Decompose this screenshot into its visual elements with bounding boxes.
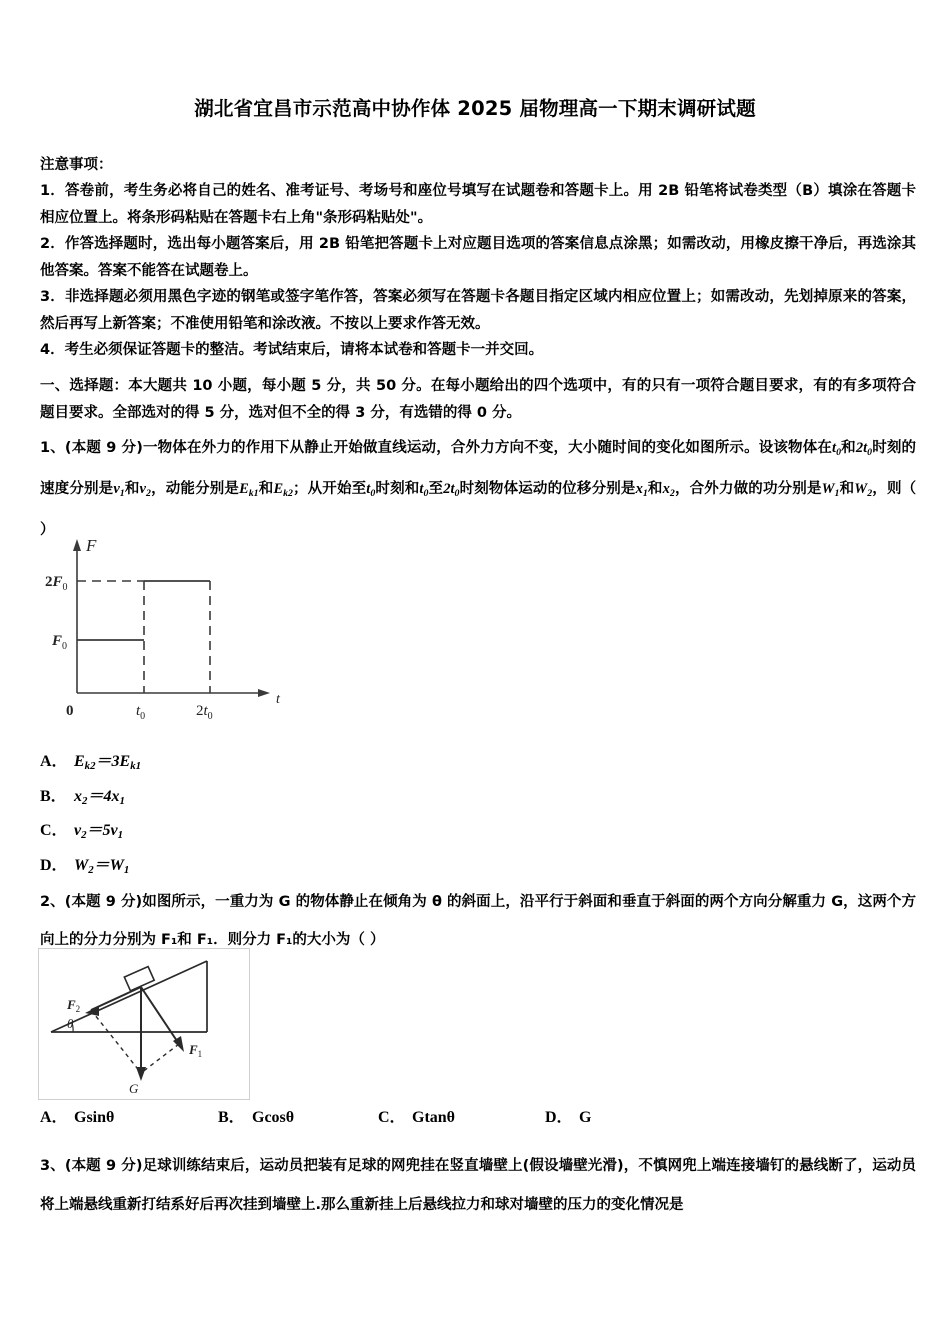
question-1-option-c[interactable]	[40, 814, 540, 849]
y-tick-F0: $F_0$	[52, 633, 68, 652]
option-c-text: $v_2=5v_1$	[74, 822, 124, 842]
x-tick-2t0: $2t_0$	[196, 703, 213, 719]
question-3-marks: (本题 9 分)	[64, 1158, 143, 1174]
question-3-text: 足球训练结束后，运动员把装有足球的网兜挂在竖直墙壁上(假设墙壁光滑)，不慎网兜上端连接墙钉的悬线断了，运动员将上端悬线重新打结系好后再次挂到墙壁上.那么重新挂上后悬线拉力和球对墙壁的压力的变化情况是	[40, 1158, 916, 1213]
symbol-ek2: $E_{k2}$	[273, 480, 293, 499]
symbol-2t0-a: $2t_0$	[855, 440, 873, 458]
option-c-text: Gtanθ	[412, 1109, 456, 1126]
symbol-x2: $x_2$	[662, 480, 675, 499]
question-1-option-a[interactable]	[40, 745, 540, 780]
symbol-v2: $v_2$	[139, 480, 151, 499]
x-tick-t0: $t_0$	[136, 703, 146, 719]
option-b-label: B．	[40, 787, 67, 805]
question-2-option-c[interactable]	[378, 1104, 545, 1127]
vector-F1-label: $F_1$	[189, 1042, 203, 1059]
section-heading-choice: 一、选择题：本大题共 10 小题，每小题 5 分，共 50 分。在每小题给出的四个选项中，有的只有一项符合题目要求，有的有多项符合题目要求。全部选对的得 5 分，选对但不全的得 3 分，有选错的得 0 分。	[40, 378, 916, 421]
symbol-ek1: $E_{k1}$	[239, 480, 259, 499]
question-1-number: 1、	[40, 440, 65, 456]
notice-item-4: 4．考生必须保证答题卡的整洁。考试结束后，请将本试卷和答题卡一并交回。	[40, 342, 544, 358]
question-2-marks: (本题 9 分)	[64, 894, 143, 910]
notice-item-1: 1．答卷前，考生务必将自己的姓名、准考证号、考场号和座位号填写在试题卷和答题卡上。用 2B 铅笔将试卷类型（B）填涂在答题卡相应位置上。将条形码粘贴在答题卡右上角"条形码粘贴处"。	[40, 183, 916, 226]
symbol-v1: $v_1$	[113, 480, 125, 499]
question-3-stem	[40, 1147, 916, 1225]
option-b-text: $x_2=4x_1$	[74, 787, 125, 807]
parallelogram-dashed-side-2	[141, 1044, 179, 1073]
notice-item-2: 2．作答选择题时，选出每小题答案后，用 2B 铅笔把答题卡上对应题目选项的答案信息点涂黑；如需改动，用橡皮擦干净后，再选涂其他答案。答案不能答在试题卷上。	[40, 236, 916, 279]
question-2-option-d[interactable]	[545, 1104, 591, 1127]
question-1-text-4: ；从开始至	[292, 480, 367, 497]
y-axis-label: F	[86, 536, 97, 555]
symbol-w1: $W_1$	[821, 480, 840, 499]
symbol-t0-b: $t_0$	[366, 480, 376, 499]
notice-item-3: 3．非选择题必须用黑色字迹的钢笔或签字笔作答，答案必须写在答题卡各题目指定区域内相应位置上；如需改动，先划掉原来的答案，然后再写上新答案；不准使用铅笔和涂改液。不按以上要求作答无效。	[40, 289, 916, 332]
question-1-text-3: ，动能分别是	[150, 480, 240, 497]
question-1-text-1: 一物体在外力的作用下从静止开始做直线运动，合外力方向不变，大小随时间的变化如图所示。设该物体在	[142, 440, 833, 456]
option-b-label: B．	[218, 1109, 245, 1126]
inclined-plane-force-svg	[39, 949, 249, 1099]
option-a-text: Gsinθ	[74, 1109, 115, 1126]
x-axis-arrow	[258, 689, 270, 697]
question-1-text-2: 时刻的速度分别是	[40, 440, 917, 497]
question-1-text-8: ，则（ ）	[40, 480, 917, 538]
parallelogram-dashed-side-1	[91, 1010, 141, 1073]
question-1-text-5: 时刻和	[375, 480, 420, 497]
option-a-text: $E_{k2}=3E_{k1}$	[74, 753, 142, 773]
option-d-text: G	[579, 1109, 592, 1126]
question-1-text-7: ，合外力做的功分别是	[674, 480, 822, 497]
question-1-figure-force-time-graph	[44, 533, 294, 719]
option-a-label: A．	[40, 753, 68, 770]
option-c-label: C．	[378, 1109, 406, 1126]
symbol-t0-a: $t_0$	[832, 440, 841, 458]
vector-G-label: G	[129, 1081, 139, 1096]
option-d-text: $W_2=W_1$	[74, 856, 130, 876]
angle-label-theta: θ	[67, 1016, 74, 1031]
question-1-marks: (本题 9 分)	[64, 440, 143, 456]
question-2-text: 如图所示，一重力为 G 的物体静止在倾角为 θ 的斜面上，沿平行于斜面和垂直于斜面的两个方向分解重力 G，这两个方向上的分力分别为 F₁和 F₁．则分力 F₁的大小为（ ）	[40, 894, 916, 948]
option-a-label: A．	[40, 1109, 68, 1126]
question-2-number: 2、	[40, 894, 65, 910]
notice-block	[40, 152, 916, 364]
y-tick-2F0: $2F_0$	[45, 574, 68, 593]
option-b-text: Gcosθ	[252, 1109, 295, 1126]
symbol-x1: $x_1$	[635, 480, 648, 499]
question-2-option-b[interactable]	[218, 1104, 378, 1127]
y-axis-arrow	[73, 539, 81, 551]
question-3-number: 3、	[40, 1158, 65, 1174]
question-2-figure-inclined-plane	[38, 948, 250, 1100]
option-d-label: D．	[40, 856, 68, 874]
question-1-option-b[interactable]	[40, 780, 540, 815]
vector-F1-line	[141, 987, 179, 1044]
symbol-w2: $W_2$	[854, 480, 873, 499]
vector-F2-label: $F_2$	[67, 997, 81, 1014]
question-1-options	[40, 745, 540, 883]
question-1-stem: 1、(本题 9 分)一物体在外力的作用下从静止开始做直线运动，合外力方向不变，大小随时间的变化如图所示。设该物体在$t_0$和$2t_0$时刻的速度分别是$v_1$和$v_2$，动能分别是$E_{k1}$和$E_{k2}$；从开始至$t_0$时刻和$t_0$至$2t_0$时刻物体运动的位移分别是$x_1$和$x_2$，合外力做的功分别是$W_1$和$W_2$，则（ ）	[40, 440, 917, 538]
question-2-option-a[interactable]	[40, 1104, 218, 1127]
x-axis-label: t	[276, 692, 280, 707]
symbol-t0-c: $t_0$	[419, 480, 429, 499]
question-1-option-d[interactable]	[40, 849, 540, 884]
option-d-label: D．	[545, 1109, 573, 1126]
force-time-step-graph-svg	[44, 533, 294, 719]
notice-heading: 注意事项：	[40, 157, 113, 173]
origin-label: 0	[66, 703, 74, 719]
question-1-text-6: 时刻物体运动的位移分别是	[459, 480, 636, 497]
page-title: 湖北省宜昌市示范高中协作体 2025 届物理高一下期末调研试题	[194, 97, 756, 120]
question-2-options	[40, 1104, 740, 1127]
option-c-label: C．	[40, 822, 68, 839]
symbol-2t0-b: $2t_0$	[443, 480, 460, 499]
